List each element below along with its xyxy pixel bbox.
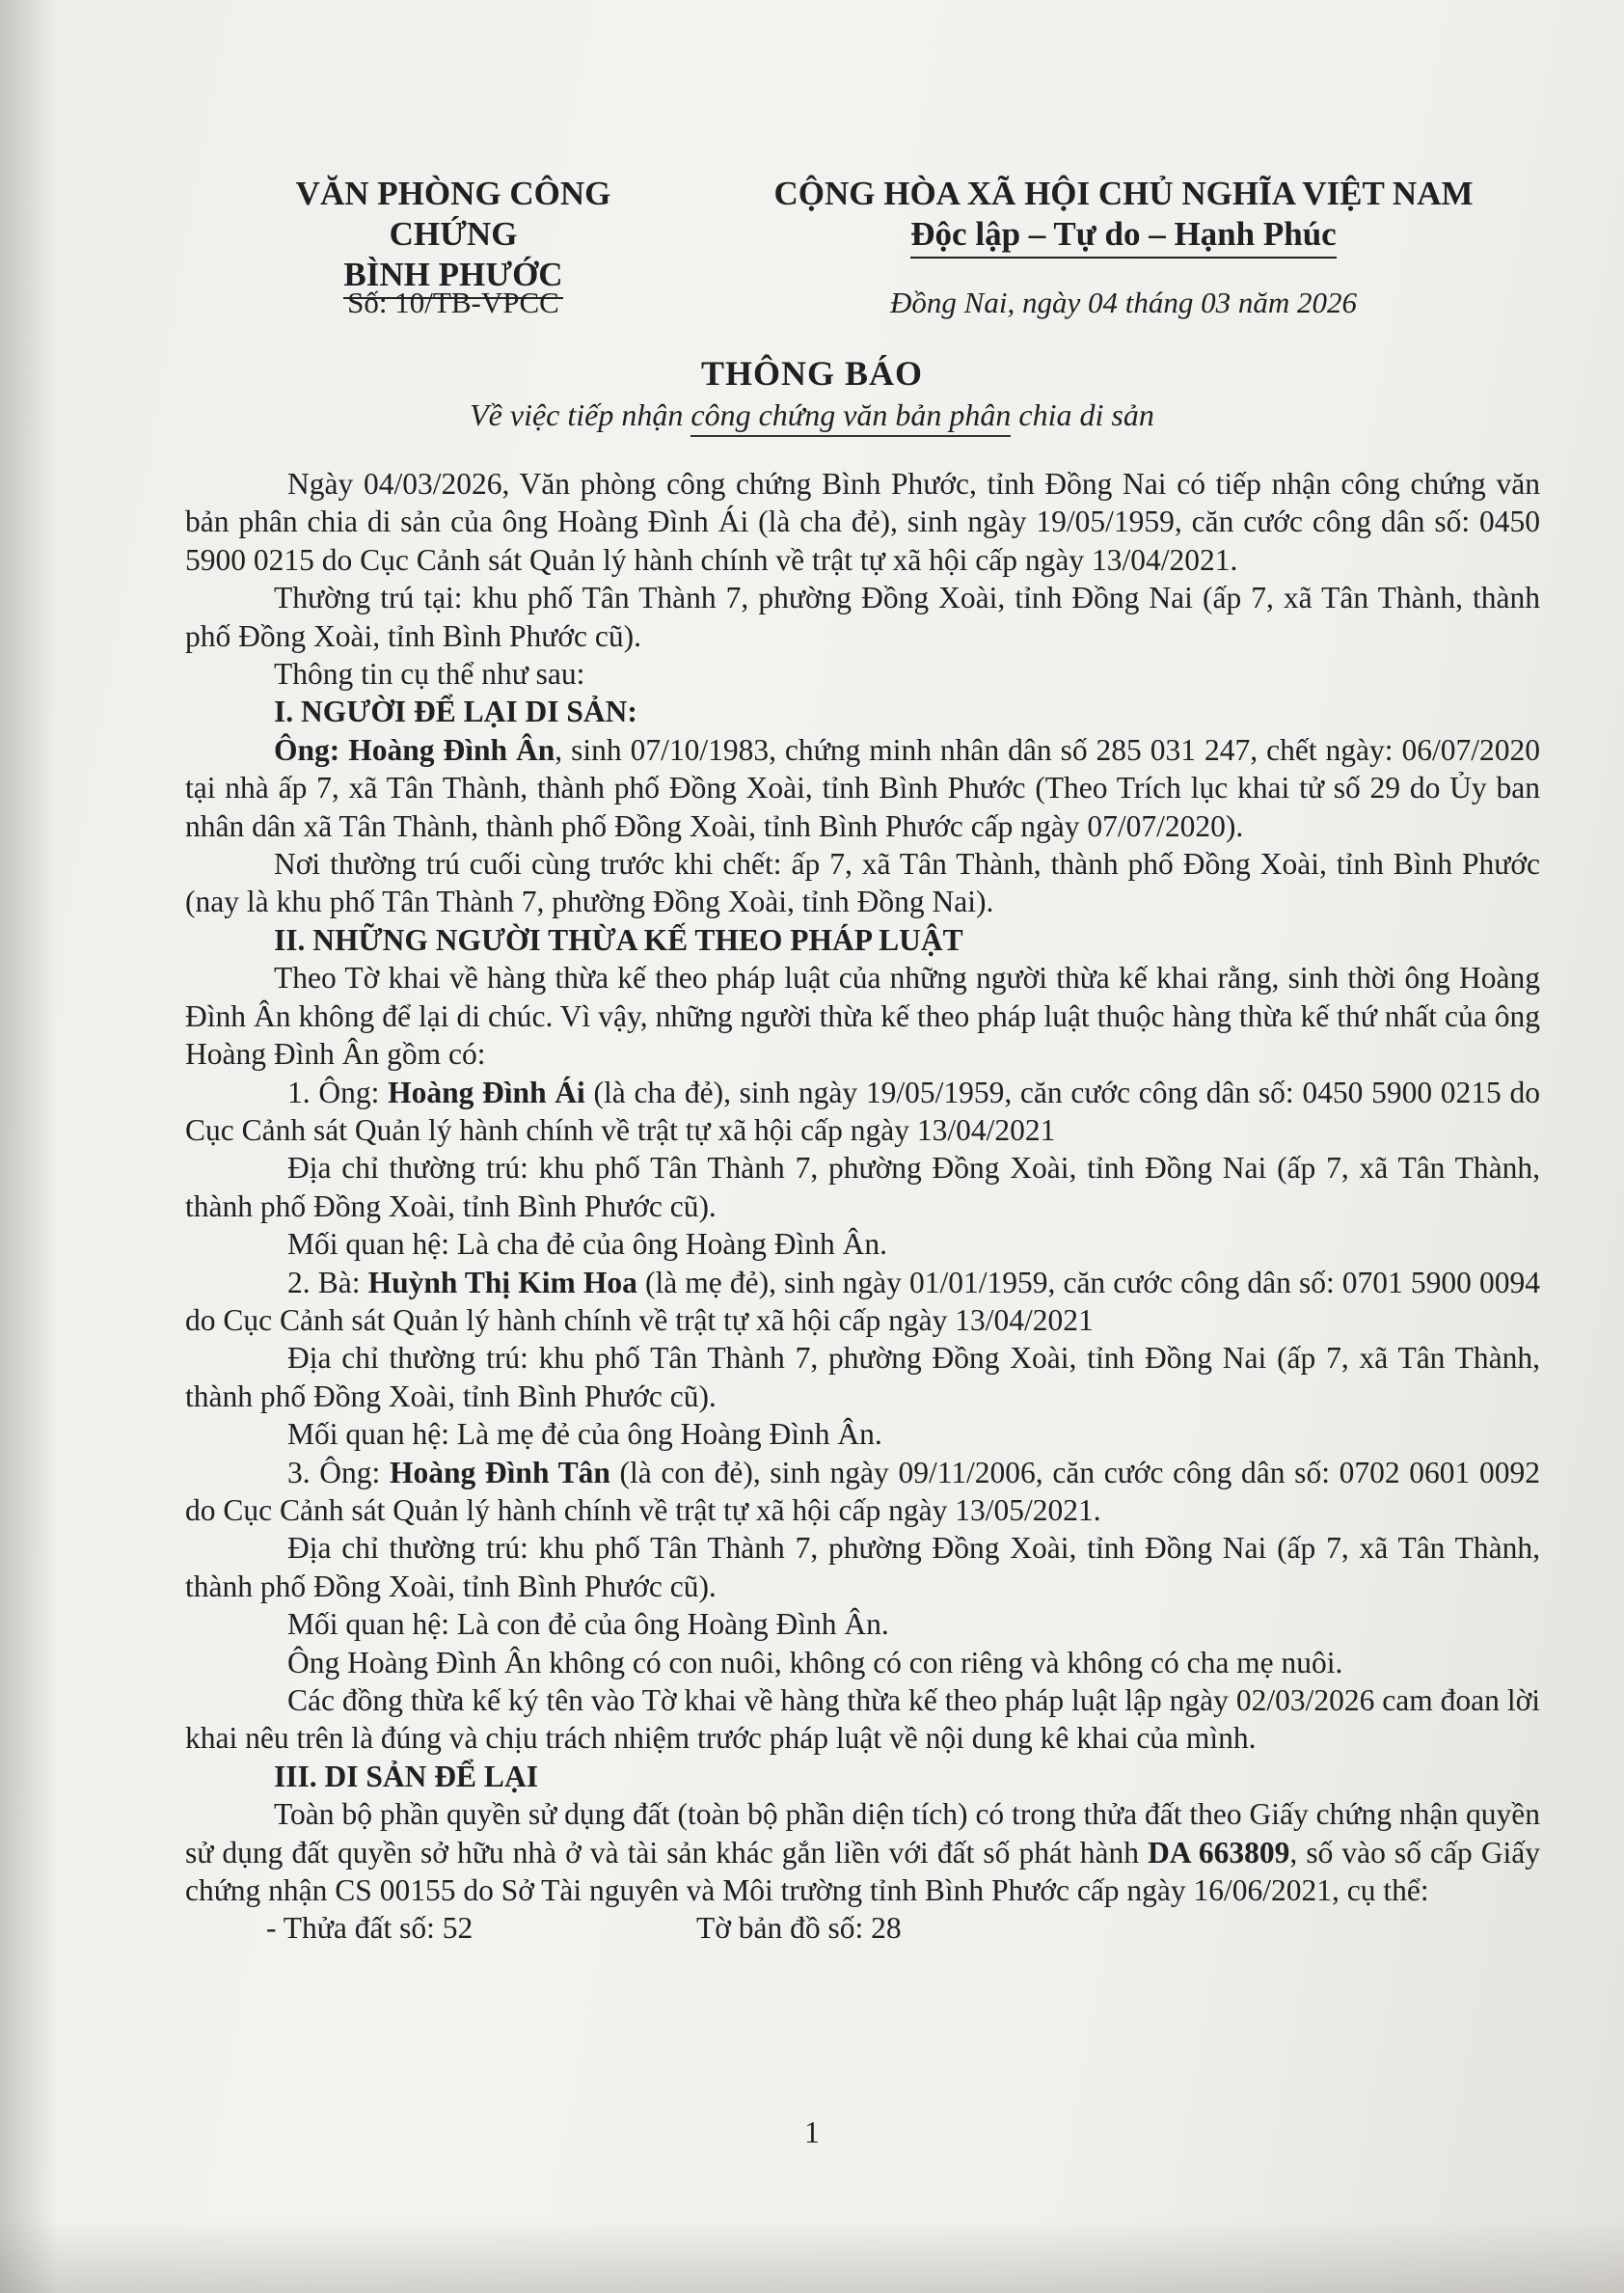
heir-1	[185, 1074, 1540, 1150]
deceased-details: , sinh 07/10/1983, chứng minh nhân dân số 285 031 247, chết ngày: 06/07/2020 tại nhà ấp 7, xã Tân Thành, thành phố Đồng Xoài, tỉnh Bình Phước (Theo Trích lục khai tử số 29 do Ủy ban nhân dân xã Tân Thành, thành phố Đồng Xoài, tỉnh Bình Phước cấp ngày 07/07/2020).	[185, 732, 1540, 843]
plot-number: - Thửa đất số: 52	[266, 1911, 474, 1946]
section1-heading: I. NGƯỜI ĐỂ LẠI DI SẢN:	[274, 695, 637, 729]
estate-text-pre: Toàn bộ phần quyền sử dụng đất (toàn bộ phần diện tích) có trong thửa đất theo Giấy chứng nhận quyền sử dụng đất quyền sở hữu nhà ở và tài sản khác gắn liền với đất số phát hành	[185, 1797, 1540, 1870]
office-header	[231, 174, 675, 299]
estate-paragraph	[185, 1795, 1540, 1909]
heir-2	[185, 1264, 1540, 1340]
republic-motto: Độc lập – Tự do – Hạnh Phúc	[910, 214, 1336, 259]
heirs-intro: Theo Tờ khai về hàng thừa kế theo pháp luật của những người thừa kế khai rằng, sinh thời ông Hoàng Đình Ân không để lại di chúc. Vì vậy, những người thừa kế theo pháp luật thuộc hàng thừa kế thứ nhất của ông Hoàng Đình Ân gồm có:	[185, 961, 1540, 1072]
section2-heading: II. NHỮNG NGƯỜI THỪA KẾ THEO PHÁP LUẬT	[274, 922, 963, 957]
heir-2-relation: Mối quan hệ: Là mẹ đẻ của ông Hoàng Đình Ân.	[287, 1417, 882, 1452]
subtitle-mid: công chứng văn bản phân	[690, 397, 1011, 437]
deceased-name: Ông: Hoàng Đình Ân	[274, 732, 555, 767]
intro-paragraph: Ngày 04/03/2026, Văn phòng công chứng Bình Phước, tỉnh Đồng Nai có tiếp nhận công chứng văn bản phân chia di sản của ông Hoàng Đình Ái (là cha đẻ), sinh ngày 19/05/1959, căn cước công dân số: 0450 5900 0215 do Cục Cảnh sát Quản lý hành chính về trật tự xã hội cấp ngày 13/04/2021.	[185, 467, 1540, 577]
estate-text-post: , số vào số cấp Giấy chứng nhận CS 00155 do Sở Tài nguyên và Môi trường tỉnh Bình Phước cấp ngày 16/06/2021, cụ thể:	[185, 1835, 1541, 1908]
intro-residence: Thường trú tại: khu phố Tân Thành 7, phường Đồng Xoài, tỉnh Đồng Nai (ấp 7, xã Tân Thành, thành phố Đồng Xoài, tỉnh Bình Phước cũ).	[185, 581, 1540, 653]
deceased-residence: Nơi thường trú cuối cùng trước khi chết: ấp 7, xã Tân Thành, thành phố Đồng Xoài, tỉnh Bình Phước (nay là khu phố Tân Thành 7, phường Đồng Xoài, tỉnh Đồng Nai).	[185, 847, 1540, 919]
subtitle-post: chia di sản	[1011, 397, 1154, 432]
document-body	[185, 465, 1540, 1948]
heir-3-relation: Mối quan hệ: Là con đẻ của ông Hoàng Đình Ân.	[287, 1607, 889, 1642]
map-sheet-number: Tờ bản đồ số: 28	[696, 1911, 902, 1946]
page-number: 1	[804, 2115, 820, 2149]
document-title: THÔNG BÁO	[700, 354, 924, 393]
page-shadow	[0, 0, 58, 2293]
subtitle-pre: Về việc tiếp nhận	[470, 397, 691, 432]
national-header	[762, 174, 1485, 259]
office-name-line2: BÌNH PHƯỚC	[343, 255, 562, 299]
heir-1-prefix: 1. Ông:	[287, 1075, 389, 1109]
heir-1-details: (là cha đẻ), sinh ngày 19/05/1959, căn cước công dân số: 0450 5900 0215 do Cục Cảnh sát Quản lý hành chính về trật tự xã hội cấp ngày 13/04/2021	[185, 1075, 1541, 1147]
intro-details-label: Thông tin cụ thể như sau:	[274, 657, 585, 692]
heir-2-address: Địa chỉ thường trú: khu phố Tân Thành 7, phường Đồng Xoài, tỉnh Đồng Nai (ấp 7, xã Tân Thành, thành phố Đồng Xoài, tỉnh Bình Phước cũ).	[185, 1341, 1540, 1413]
document-number: Số: 10/TB-VPCC	[347, 286, 559, 319]
republic-title: CỘNG HÒA XÃ HỘI CHỦ NGHĨA VIỆT NAM	[773, 175, 1474, 212]
certificate-number: DA 663809	[1148, 1835, 1290, 1870]
office-name-line1: VĂN PHÒNG CÔNG CHỨNG	[295, 175, 611, 253]
heir-3-details: (là con đẻ), sinh ngày 09/11/2006, căn cước công dân số: 0702 0601 0092 do Cục Cảnh sát Quản lý hành chính về trật tự xã hội cấp ngày 13/05/2021.	[185, 1455, 1540, 1527]
heir-1-address: Địa chỉ thường trú: khu phố Tân Thành 7, phường Đồng Xoài, tỉnh Đồng Nai (ấp 7, xã Tân Thành, thành phố Đồng Xoài, tỉnh Bình Phước cũ).	[185, 1151, 1540, 1223]
heir-2-name: Huỳnh Thị Kim Hoa	[367, 1265, 637, 1299]
heir-2-prefix: 2. Bà:	[287, 1265, 368, 1299]
plot-info-row	[185, 1909, 1540, 1948]
deceased-paragraph	[185, 731, 1540, 845]
heirs-note-2: Các đồng thừa kế ký tên vào Tờ khai về hàng thừa kế theo pháp luật lập ngày 02/03/2026 cam đoan lời khai nêu trên là đúng và chịu trách nhiệm trước pháp luật về nội dung kê khai của mình.	[185, 1683, 1540, 1756]
document-date: Đồng Nai, ngày 04 tháng 03 năm 2026	[890, 286, 1357, 319]
heir-3	[185, 1454, 1540, 1530]
heir-3-name: Hoàng Đình Tân	[389, 1455, 610, 1489]
heir-3-address: Địa chỉ thường trú: khu phố Tân Thành 7, phường Đồng Xoài, tỉnh Đồng Nai (ấp 7, xã Tân Thành, thành phố Đồng Xoài, tỉnh Bình Phước cũ).	[185, 1531, 1540, 1603]
heir-1-relation: Mối quan hệ: Là cha đẻ của ông Hoàng Đình Ân.	[287, 1227, 887, 1262]
document-subtitle	[0, 397, 1624, 433]
heir-3-prefix: 3. Ông:	[287, 1455, 390, 1489]
heir-2-details: (là mẹ đẻ), sinh ngày 01/01/1959, căn cước công dân số: 0701 5900 0094 do Cục Cảnh sát Quản lý hành chính về trật tự xã hội cấp ngày 13/04/2021	[185, 1265, 1540, 1337]
page-shadow-bottom	[0, 2219, 1624, 2293]
section3-heading: III. DI SẢN ĐỂ LẠI	[274, 1759, 538, 1793]
heir-1-name: Hoàng Đình Ái	[388, 1075, 585, 1109]
heirs-note-1: Ông Hoàng Đình Ân không có con nuôi, không có con riêng và không có cha mẹ nuôi.	[287, 1645, 1343, 1679]
